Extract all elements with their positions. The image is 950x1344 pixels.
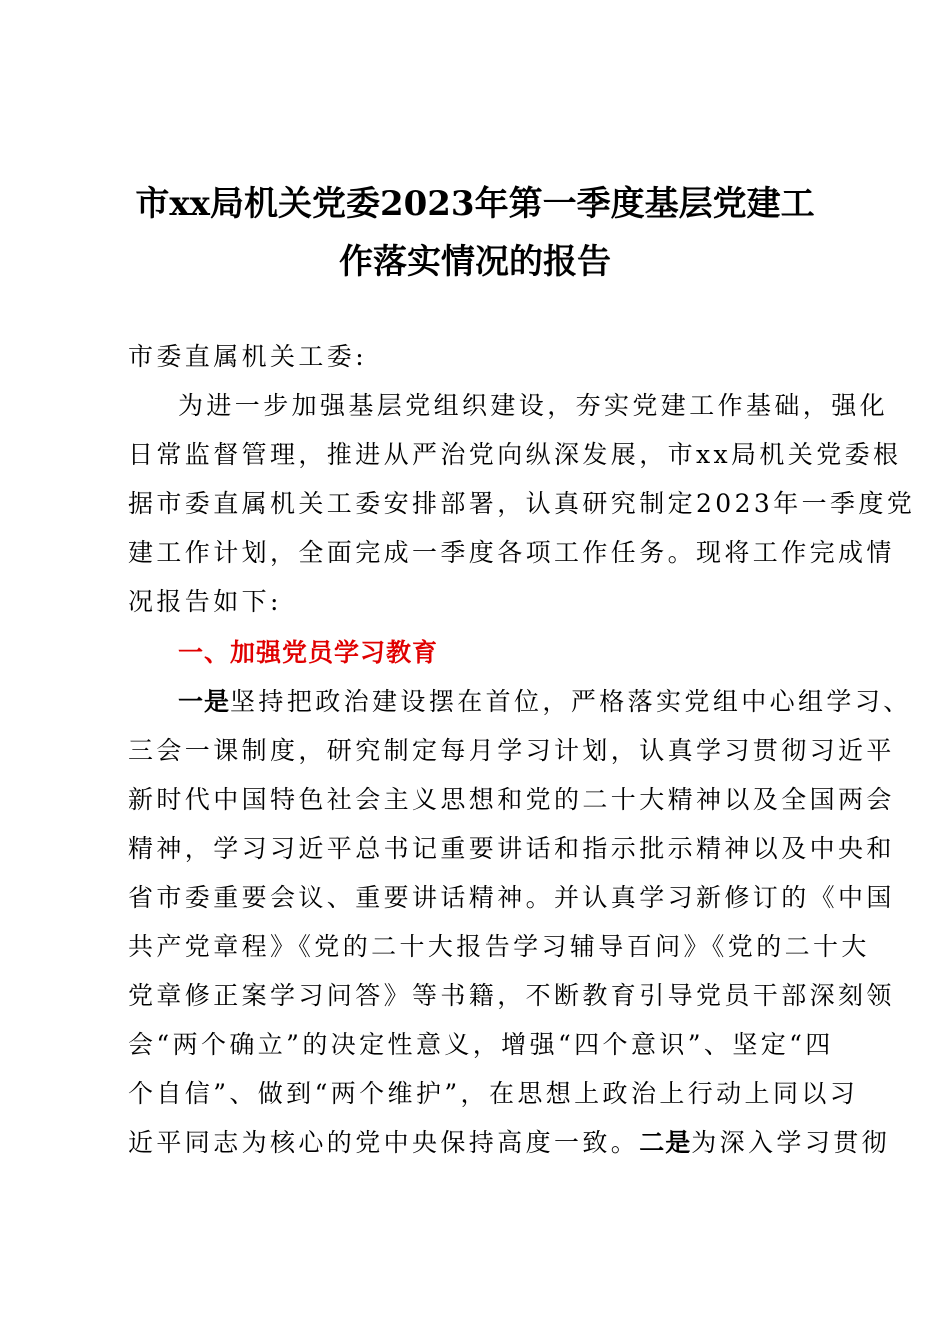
section-1-line-7: 党章修正案学习问答》等书籍，不断教育引导党员干部深刻领 [128,981,895,1010]
section-1-line-9: 个自信”、做到“两个维护”，在思想上政治上行动上同以习 [128,1079,859,1108]
section-1-line-10-end: 为深入学习贯彻 [691,1128,891,1157]
section-1-heading: 一、加强党员学习教育 [178,638,439,667]
section-1-line-4: 精神，学习习近平总书记重要讲话和指示批示精神以及中央和 [128,834,895,863]
section-1-line-8: 会“两个确立”的决定性意义，增强“四个意识”、坚定“四 [128,1030,834,1059]
document-title-line-1: 市xx局机关党委2023年第一季度基层党建工 [135,184,815,224]
section-1-line-6: 共产党章程》《党的二十大报告学习辅导百问》《党的二十大 [128,932,870,961]
intro-line-4: 建工作计划，全面完成一季度各项工作任务。现将工作完成情 [128,538,895,567]
intro-line-1: 为进一步加强基层党组织建设，夯实党建工作基础，强化 [178,391,889,420]
section-1-line-10 [128,1127,891,1159]
section-1-line-10-start: 近平同志为核心的党中央保持高度一致。 [128,1128,640,1157]
section-1-line-1-text: 坚持把政治建设摆在首位，严格落实党组中心组学习、 [230,687,912,716]
section-1-line-3: 新时代中国特色社会主义思想和党的二十大精神以及全国两会 [128,785,895,814]
salutation: 市委直属机关工委: [128,342,368,371]
section-1-line-5: 省市委重要会议、重要讲话精神。并认真学习新修订的《中国 [128,883,895,912]
section-1-line-2: 三会一课制度，研究制定每月学习计划，认真学习贯彻习近平 [128,736,895,765]
intro-line-3: 据市委直属机关工委安排部署，认真研究制定2023年一季度党 [128,489,916,518]
section-1-line-1 [178,686,912,718]
intro-line-2: 日常监督管理，推进从严治党向纵深发展，市xx局机关党委根 [128,440,902,469]
point-one-lead: 一是 [178,687,231,716]
point-two-lead: 二是 [639,1128,692,1157]
intro-line-5: 况报告如下: [128,587,282,616]
document-title-line-2: 作落实情况的报告 [339,242,611,282]
